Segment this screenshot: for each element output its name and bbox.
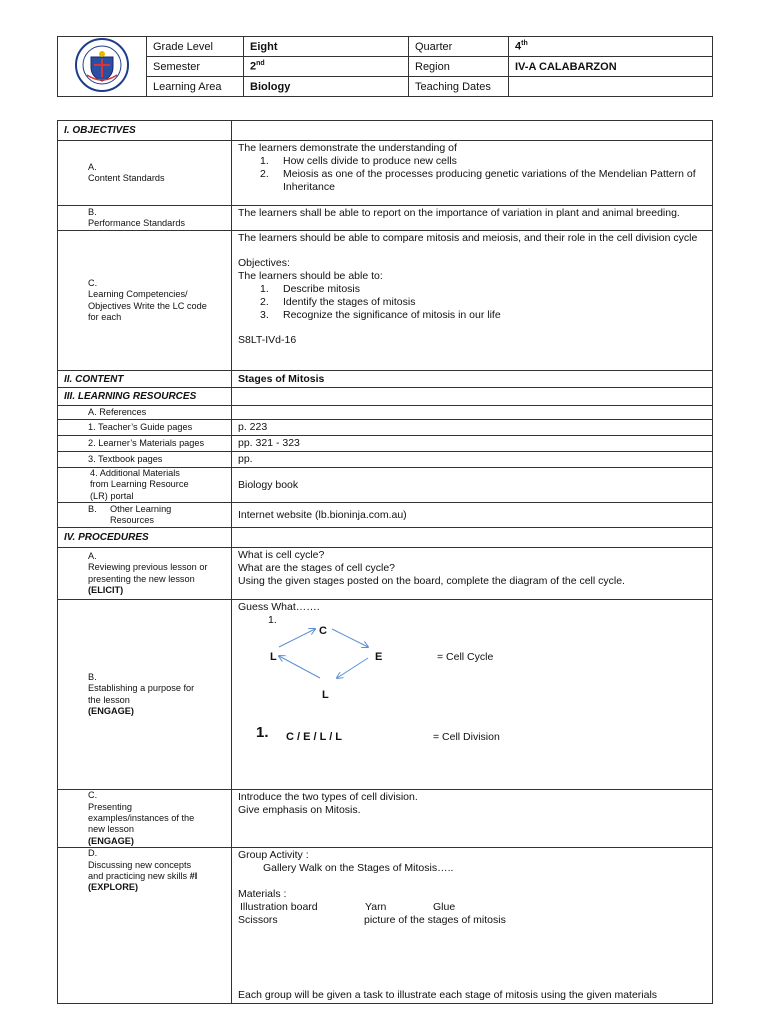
learning-area-value: Biology [244,77,409,97]
division-letters: C / E / L / L [286,731,343,744]
additional-materials-value: Biology book [232,468,713,503]
resources-heading: III. LEARNING RESOURCES [58,388,232,406]
grade-level-label: Grade Level [147,37,244,57]
big-number: 1. [256,724,269,742]
proc-b-value: Guess What……. 1. C L E L = Cell Cycle 1. C / E / L / L = Cell Division [232,600,713,790]
proc-b-label: B.Establishing a purpose for the lesson (ENGAGE) [58,600,232,790]
header-table [57,36,713,97]
quarter-value: 4th [509,37,713,57]
performance-standards-value: The learners shall be able to report on the importance of variation in plant and animal breeding. [232,206,713,231]
learners-materials-value: pp. 321 - 323 [232,436,713,452]
quarter-label: Quarter [409,37,509,57]
node-c: C [319,625,327,638]
content-standards-label: A.Content Standards [58,141,232,206]
semester-label: Semester [147,57,244,77]
learning-area-label: Learning Area [147,77,244,97]
proc-c-value: Introduce the two types of cell division. Give emphasis on Mitosis. [232,790,713,848]
learners-materials-label: 2. Learner’s Materials pages [58,436,232,452]
seal-icon [67,37,137,93]
textbook-value: pp. [232,452,713,468]
performance-standards-label: B.Performance Standards [58,206,232,231]
teachers-guide-label: 1. Teacher’s Guide pages [58,420,232,436]
deped-logo [58,37,147,97]
content-heading: II. CONTENT [58,371,232,388]
region-label: Region [409,57,509,77]
procedures-heading: IV. PROCEDURES [58,528,232,548]
objectives-heading: I. OBJECTIVES [58,121,232,141]
group-task-text: Each group will be given a task to illustrate each stage of mitosis using the given materials [238,989,658,1002]
proc-a-value: What is cell cycle? What are the stages of cell cycle? Using the given stages posted on the board, complete the diagram of the cell cycle. [232,548,713,600]
proc-d-label: D.Discussing new concepts and practicing new skills #I (EXPLORE) [58,848,232,1004]
textbook-label: 3. Textbook pages [58,452,232,468]
cell-division-label: = Cell Division [433,731,500,744]
content-standards-value: The learners demonstrate the understanding of 1. How cells divide to produce new cells 2. Meiosis as one of the processes producing genetic variations of the Mendelian Pattern of Inheritance [232,141,713,206]
proc-a-label: A.Reviewing previous lesson or presenting the new lesson (ELICIT) [58,548,232,600]
node-e: E [375,651,383,664]
node-l-bottom: L [322,689,329,702]
references-label: A. References [58,406,232,420]
additional-materials-label: 4. Additional Materials from Learning Resource (LR) portal [58,468,232,503]
region-value: IV-A CALABARZON [509,57,713,77]
proc-c-label: C.Presenting examples/instances of the new lesson (ENGAGE) [58,790,232,848]
lc-code: S8LT-IVd-16 [238,334,297,346]
teaching-dates-value [509,77,713,97]
semester-value: 2nd [244,57,409,77]
teaching-dates-label: Teaching Dates [409,77,509,97]
node-l-left: L [270,651,277,664]
competencies-value: The learners should be able to compare mitosis and meiosis, and their role in the cell division cycle Objectives: The learners should be able to: 1. Describe mitosis 2. Identify the stages of mitosis 3. Recognize the significance of mitosis in our life S8LT-IVd-16 [232,231,713,371]
content-value: Stages of Mitosis [232,371,713,388]
other-resources-label: B. Other Learning Resources [58,503,232,528]
other-resources-value: Internet website (lb.bioninja.com.au) [232,503,713,528]
teachers-guide-value: p. 223 [232,420,713,436]
proc-d-value: Group Activity : Gallery Walk on the Stages of Mitosis….. Materials : Illustration board Yarn Glue Scissors picture of the stages of mitosis Each group will be given a task to illustrate each stage of mitosis using the given materials [232,848,713,1004]
cell-cycle-label: = Cell Cycle [437,651,494,664]
competencies-label: C.Learning Competencies/ Objectives Write the LC code for each [58,231,232,371]
lesson-plan-table [57,120,713,1004]
grade-level-value: Eight [244,37,409,57]
